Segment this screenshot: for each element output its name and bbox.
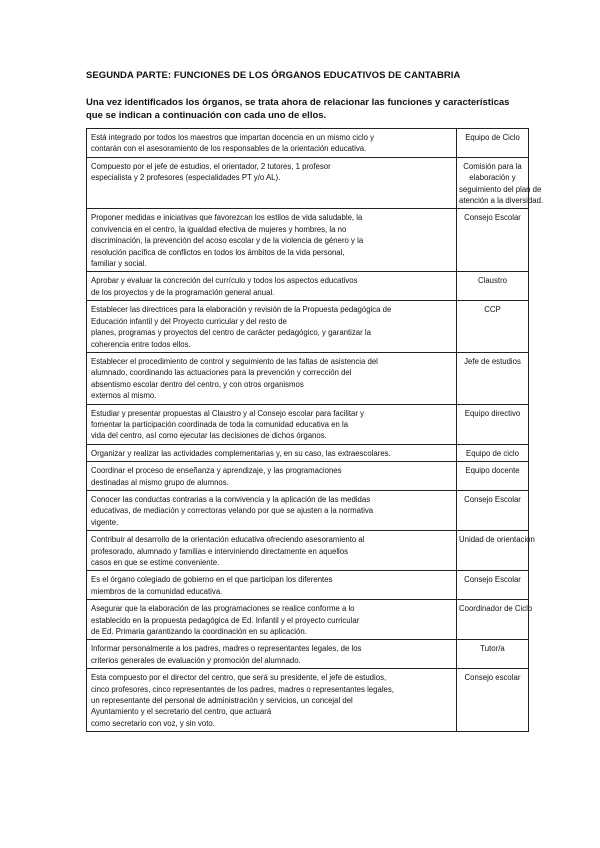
- description-line: de los proyectos y de la programación general anual.: [91, 287, 275, 297]
- description-line: cinco profesores, cinco representantes de los padres, madres o representantes legales,: [91, 684, 394, 694]
- description-line: Aprobar y evaluar la concreción del currículo y todos los aspectos educativos: [91, 276, 358, 286]
- description-line: de Ed. Primaria garantizando la coordinación en su aplicación.: [91, 627, 307, 637]
- organ-line: Equipo docente: [465, 466, 520, 476]
- organ-line: Tutor/a: [480, 644, 505, 654]
- table-row: [87, 490, 529, 530]
- functions-table: [86, 128, 544, 732]
- organ-line: Equipo directivo: [464, 408, 521, 418]
- table-row: [87, 444, 529, 461]
- organ-name: [457, 404, 529, 444]
- function-description: [87, 490, 457, 530]
- organ-name: [457, 571, 529, 600]
- function-description: [87, 444, 457, 461]
- description-line: Ayuntamiento y el secretario del centro, que actuará: [91, 707, 272, 717]
- description-line: Conocer las conductas contrarias a la convivencia y la aplicación de las medidas: [91, 494, 371, 504]
- table-row: [87, 301, 529, 353]
- function-description: [87, 571, 457, 600]
- organ-name: [457, 462, 529, 491]
- organ-line: Claustro: [477, 276, 508, 286]
- description-line: fomentar la participación coordinada de toda la comunidad educativa en la: [91, 419, 349, 429]
- organ-name: [457, 157, 544, 209]
- description-line: Es el órgano colegiado de gobierno en el que participan los diferentes: [91, 575, 333, 585]
- description-line: Asegurar que la elaboración de las programaciones se realice conforme a lo: [91, 604, 355, 614]
- organ-name: [457, 669, 529, 732]
- table-row: [87, 272, 529, 301]
- description-line: vigente.: [91, 517, 119, 527]
- description-line: casos en que se estime conveniente.: [91, 558, 220, 567]
- description-line: miembros de la comunidad educativa.: [91, 586, 223, 596]
- description-line: vida del centro, así como ejecutar las decisiones de dichos órganos.: [91, 431, 327, 441]
- description-line: profesorado, alumnado y familias e interviniendo directamente en aquellos: [91, 546, 349, 556]
- description-line: convivencia en el centro, la igualdad efectiva de mujeres y hombres, la no: [91, 224, 347, 234]
- organ-line: Consejo Escolar: [464, 494, 521, 504]
- section-title: SEGUNDA PARTE: FUNCIONES DE LOS ÓRGANOS EDUCATIVOS DE CANTABRIA: [86, 70, 461, 81]
- description-line: Compuesto por el jefe de estudios, el orientador, 2 tutores, 1 profesor: [91, 161, 331, 171]
- function-description: [87, 301, 457, 353]
- organ-line: Consejo escolar: [464, 673, 521, 683]
- organ-name: [457, 129, 529, 158]
- description-line: Educación infantil y del Proyecto curricular y del resto de: [91, 316, 287, 326]
- description-line: Establecer el procedimiento de control y seguimiento de las faltas de asistencia del: [91, 356, 378, 366]
- function-description: [87, 209, 457, 272]
- table-row: [87, 640, 529, 669]
- organ-line: Coordinador de Ciclo: [459, 604, 533, 614]
- organ-line: elaboración y: [469, 173, 516, 183]
- description-line: Organizar y realizar las actividades complementarias y, en su caso, las extraescolares.: [91, 448, 391, 458]
- description-line: alumnado, coordinando las actuaciones para la prevención y corrección del: [91, 368, 352, 378]
- description-line: coherencia entre todos ellos.: [91, 339, 191, 349]
- function-description: [87, 640, 457, 669]
- organ-line: Consejo Escolar: [464, 575, 521, 585]
- table-row: [87, 404, 529, 444]
- description-line: como secretario con voz, y sin voto.: [91, 718, 215, 728]
- description-line: Contribuir al desarrollo de la orientación educativa ofreciendo asesoramiento al: [91, 535, 365, 545]
- organ-line: Unidad de orientación: [459, 535, 535, 545]
- organ-name: [457, 490, 529, 530]
- description-line: discriminación, la prevención del acoso escolar y de la violencia de género y la: [91, 236, 364, 246]
- table-row: [87, 352, 529, 404]
- table-row: [87, 157, 529, 209]
- organ-line: Jefe de estudios: [464, 356, 521, 366]
- description-line: contarán con el asesoramiento de los responsables de la orientación educativa.: [91, 144, 367, 154]
- function-description: [87, 600, 457, 640]
- organ-line: Equipo de Ciclo: [465, 133, 520, 142]
- table-row: [87, 462, 529, 491]
- description-line: Establecer las directrices para la elaboración y revisión de la Propuesta pedagógica de: [91, 305, 392, 315]
- organ-line: Equipo de ciclo: [466, 448, 519, 458]
- description-line: un representante del personal de administración y servicios, un concejal del: [91, 696, 353, 706]
- description-line: especialista y 2 profesores (especialidades PT y/o AL).: [91, 173, 281, 183]
- intro-line: que se indican a continuación con cada uno de ellos.: [86, 110, 327, 121]
- description-line: destinadas al mismo grupo de alumnos.: [91, 477, 229, 487]
- table-row: [87, 571, 529, 600]
- organ-line: seguimiento del plan de: [459, 184, 542, 194]
- organ-name: [457, 209, 529, 272]
- organ-name: [457, 444, 529, 461]
- description-line: absentismo escolar dentro del centro, y con otros organismos: [91, 379, 304, 389]
- description-line: Está integrado por todos los maestros que impartan docencia en un mismo ciclo y: [91, 133, 374, 142]
- organ-name: [457, 600, 533, 640]
- description-line: Esta compuesto por el director del centro, que será su presidente, el jefe de estudios,: [91, 673, 387, 683]
- description-line: externos al mismo.: [91, 391, 157, 401]
- description-line: criterios generales de evaluación y promoción del alumnado.: [91, 655, 301, 665]
- description-line: Informar personalmente a los padres, madres o representantes legales, de los: [91, 644, 362, 654]
- function-description: [87, 669, 457, 732]
- functions-table-body: [87, 129, 544, 732]
- organ-name: [457, 640, 529, 669]
- function-description: [87, 531, 457, 571]
- description-line: planes, programas y proyectos del centro de carácter pedagógico, y garantizar la: [91, 328, 371, 338]
- description-line: familiar y social.: [91, 259, 147, 269]
- function-description: [87, 462, 457, 491]
- organ-name: [457, 531, 535, 571]
- description-line: establecido en la propuesta pedagógica de Ed. Infantil y el proyecto curricular: [91, 615, 360, 625]
- table-row: [87, 600, 529, 640]
- organ-name: [457, 272, 529, 301]
- organ-name: [457, 352, 529, 404]
- function-description: [87, 157, 457, 209]
- description-line: Coordinar el proceso de enseñanza y aprendizaje, y las programaciones: [91, 466, 342, 476]
- organ-line: Consejo Escolar: [464, 213, 521, 223]
- table-row: [87, 669, 529, 732]
- function-description: [87, 272, 457, 301]
- organ-line: Comisión para la: [463, 161, 522, 171]
- table-row: [87, 209, 529, 272]
- function-description: [87, 129, 457, 158]
- organ-line: CCP: [484, 305, 501, 315]
- description-line: educativas, de mediación y correctoras velando por que se ajusten a la normativa: [91, 506, 374, 516]
- function-description: [87, 352, 457, 404]
- organ-line: atención a la diversidad.: [459, 196, 544, 206]
- table-row: [87, 531, 529, 571]
- function-description: [87, 404, 457, 444]
- intro-paragraph: [86, 96, 526, 122]
- organ-name: [457, 301, 529, 353]
- table-row: [87, 129, 529, 158]
- description-line: resolución pacífica de conflictos en todos los ámbitos de la vida personal,: [91, 247, 345, 257]
- description-line: Estudiar y presentar propuestas al Claustro y al Consejo escolar para facilitar y: [91, 408, 365, 418]
- intro-line: Una vez identificados los órganos, se trata ahora de relacionar las funciones y características: [86, 97, 510, 108]
- description-line: Proponer medidas e iniciativas que favorezcan los estilos de vida saludable, la: [91, 213, 363, 223]
